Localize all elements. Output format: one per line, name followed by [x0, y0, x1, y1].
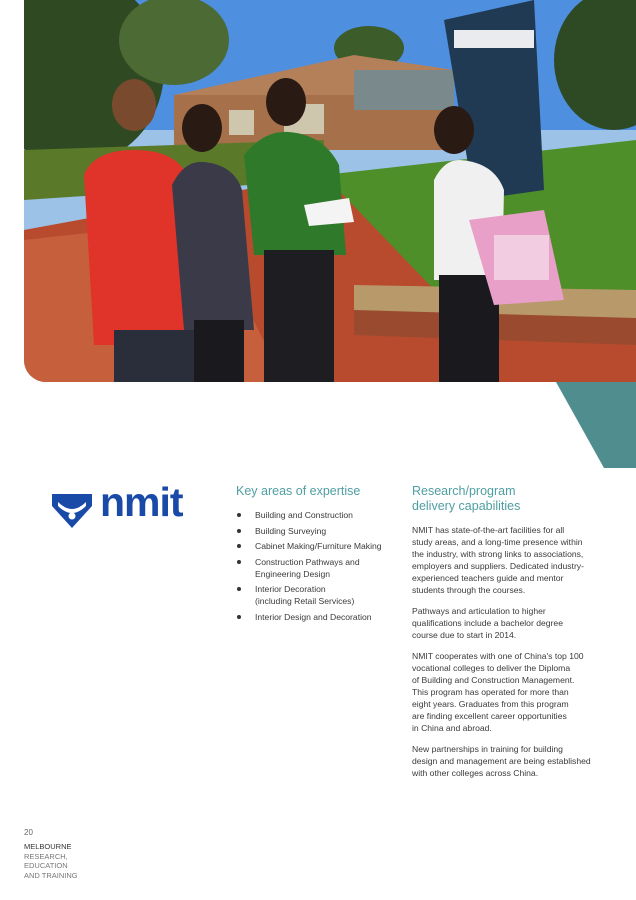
research-heading-line: delivery capabilities: [412, 499, 521, 513]
paragraph-line: study areas, and a long-time presence within: [412, 537, 583, 547]
list-item-text: Interior Design and Decoration: [255, 611, 372, 622]
paragraph-line: employers and suppliers. Dedicated industry-: [412, 561, 584, 571]
nmit-wordmark: nmit: [100, 479, 183, 525]
paragraph-line: New partnerships in training for building: [412, 744, 563, 754]
campus-photo: [24, 0, 636, 382]
research-paragraph: [412, 605, 584, 641]
footer-brand-line: RESEARCH,: [24, 851, 68, 861]
paragraph-line: vocational colleges to deliver the Diploma: [412, 663, 571, 673]
paragraph-line: course due to start in 2014.: [412, 630, 517, 640]
research-paragraph: [412, 524, 584, 596]
page-number: 20: [24, 828, 33, 837]
paragraph-line: are finding excellent career opportunities: [412, 711, 567, 721]
footer-brand-line: MELBOURNE: [24, 842, 72, 851]
list-item-text: Building Surveying: [255, 525, 327, 536]
paragraph-line: design and management are being established: [412, 756, 591, 766]
list-item: [236, 583, 396, 607]
nmit-shield-icon: [52, 494, 92, 528]
paragraph-line: of Building and Construction Management.: [412, 675, 575, 685]
list-item-subtext: (including Retail Services): [255, 596, 355, 606]
list-item-subtext: Engineering Design: [255, 568, 331, 579]
paragraph-line: students through the courses.: [412, 585, 526, 595]
list-item: [236, 509, 396, 521]
expertise-section: [236, 484, 396, 626]
list-item-text: Construction Pathways and: [255, 556, 360, 567]
research-section: [412, 484, 591, 788]
paragraph-line: Pathways and articulation to higher: [412, 606, 546, 616]
expertise-list: [236, 509, 396, 623]
research-paragraph: [412, 743, 591, 779]
paragraph-line: the industry, with strong links to associations,: [412, 549, 584, 559]
list-item: [236, 540, 396, 552]
list-item: [236, 556, 396, 580]
paragraph-line: This program has operated for more than: [412, 687, 569, 697]
paragraph-line: qualifications include a bachelor degree: [412, 618, 563, 628]
research-paragraph: [412, 650, 584, 734]
list-item-text: Interior Decoration: [255, 584, 326, 594]
paragraph-line: NMIT cooperates with one of China's top 100: [412, 651, 584, 661]
paragraph-line: eight years. Graduates from this program: [412, 699, 569, 709]
footer-brand: [24, 842, 78, 880]
research-heading: [412, 484, 584, 514]
paragraph-line: experienced teachers guide and mentor: [412, 573, 564, 583]
expertise-heading: Key areas of expertise: [236, 484, 361, 498]
research-heading-line: Research/program: [412, 484, 516, 498]
list-item-text: Building and Construction: [255, 510, 353, 520]
paragraph-line: in China and abroad.: [412, 723, 492, 733]
paragraph-line: with other colleges across China.: [412, 768, 539, 778]
list-item: [236, 525, 396, 537]
paragraph-line: NMIT has state-of-the-art facilities for all: [412, 525, 565, 535]
nmit-logo: [52, 479, 198, 528]
list-item: [236, 611, 396, 623]
footer-brand-line: EDUCATION: [24, 861, 68, 870]
list-item-text: Cabinet Making/Furniture Making: [255, 541, 382, 551]
footer-brand-line: AND TRAINING: [24, 870, 78, 880]
teal-corner-tab: [556, 382, 636, 468]
campus-photo-illustration: [24, 0, 636, 382]
